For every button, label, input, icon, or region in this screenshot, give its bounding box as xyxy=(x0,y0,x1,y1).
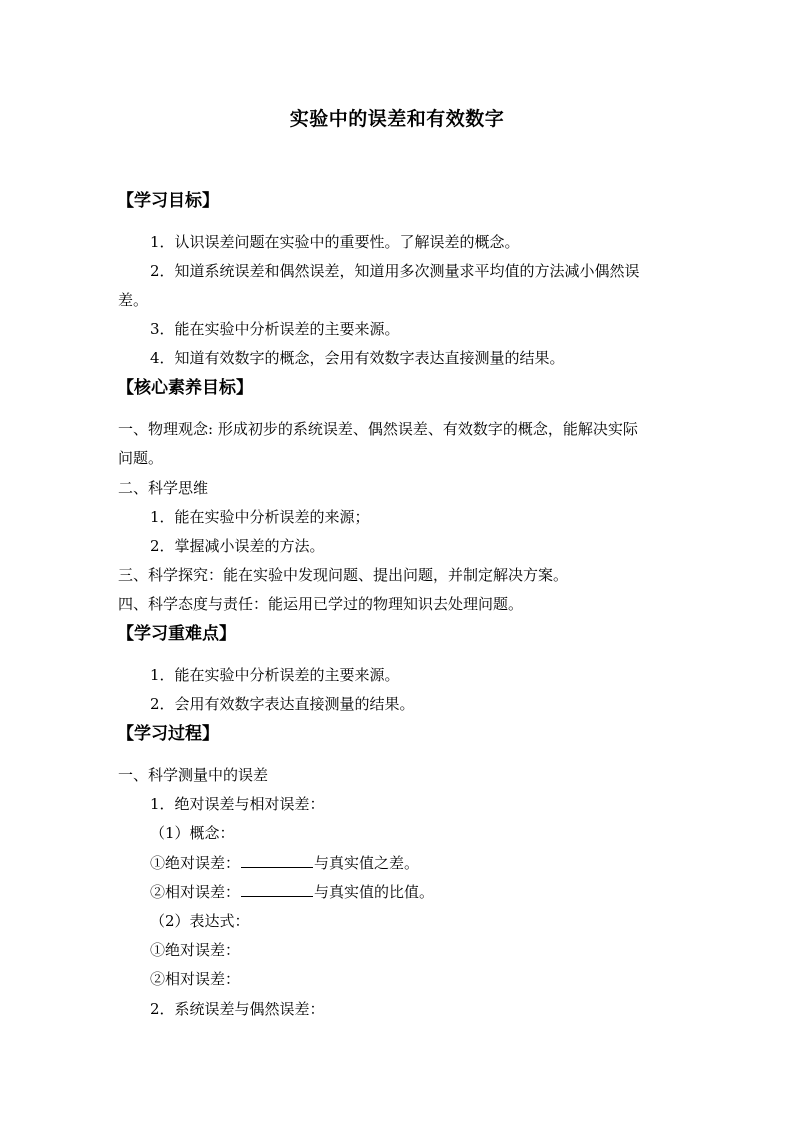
paragraph-prefix: ②相对误差： xyxy=(150,883,241,901)
paragraph: 2．知道系统误差和偶然误差，知道用多次测量求平均值的方法减小偶然误 xyxy=(150,262,640,280)
paragraph: ②相对误差： xyxy=(150,970,241,988)
paragraph: 一、物理观念: 形成初步的系统误差、偶然误差、有效数字的概念，能解决实际 xyxy=(118,420,638,438)
paragraph-suffix: 与真实值的比值。 xyxy=(314,883,435,901)
paragraph: 三、科学探究：能在实验中发现问题、提出问题，并制定解决方案。 xyxy=(118,566,569,584)
fill-in-blank[interactable] xyxy=(241,853,313,868)
paragraph: 差。 xyxy=(118,291,149,309)
paragraph: （1）概念： xyxy=(150,824,235,842)
paragraph: 问题。 xyxy=(118,449,164,467)
paragraph: 1．能在实验中分析误差的来源； xyxy=(150,508,370,526)
fill-in-line xyxy=(150,882,434,902)
paragraph-suffix: 与真实值之差。 xyxy=(314,854,420,872)
paragraph: 1．绝对误差与相对误差： xyxy=(150,795,325,813)
paragraph: 四、科学态度与责任：能运用已学过的物理知识去处理问题。 xyxy=(118,595,524,613)
paragraph: 二、科学思维 xyxy=(118,479,209,497)
paragraph: 1．认识误差问题在实验中的重要性。了解误差的概念。 xyxy=(150,233,520,251)
section-heading-core-goals: 【核心素养目标】 xyxy=(117,378,253,398)
paragraph: 2．掌握减小误差的方法。 xyxy=(150,537,325,555)
page-title: 实验中的误差和有效数字 xyxy=(289,108,505,130)
section-heading-learning-goals: 【学习目标】 xyxy=(117,191,219,211)
fill-in-blank[interactable] xyxy=(241,882,313,897)
section-heading-process: 【学习过程】 xyxy=(117,724,219,744)
paragraph: 4．知道有效数字的概念，会用有效数字表达直接测量的结果。 xyxy=(150,349,565,367)
paragraph: 3．能在实验中分析误差的主要来源。 xyxy=(150,320,400,338)
section-heading-key-points: 【学习重难点】 xyxy=(117,624,236,644)
paragraph-prefix: ①绝对误差： xyxy=(150,854,241,872)
paragraph: （2）表达式： xyxy=(150,912,250,930)
paragraph: ①绝对误差： xyxy=(150,941,241,959)
paragraph: 1．能在实验中分析误差的主要来源。 xyxy=(150,666,400,684)
paragraph: 一、科学测量中的误差 xyxy=(118,766,269,784)
paragraph: 2．会用有效数字表达直接测量的结果。 xyxy=(150,695,415,713)
paragraph: 2．系统误差与偶然误差： xyxy=(150,1000,325,1018)
fill-in-line xyxy=(150,853,419,873)
